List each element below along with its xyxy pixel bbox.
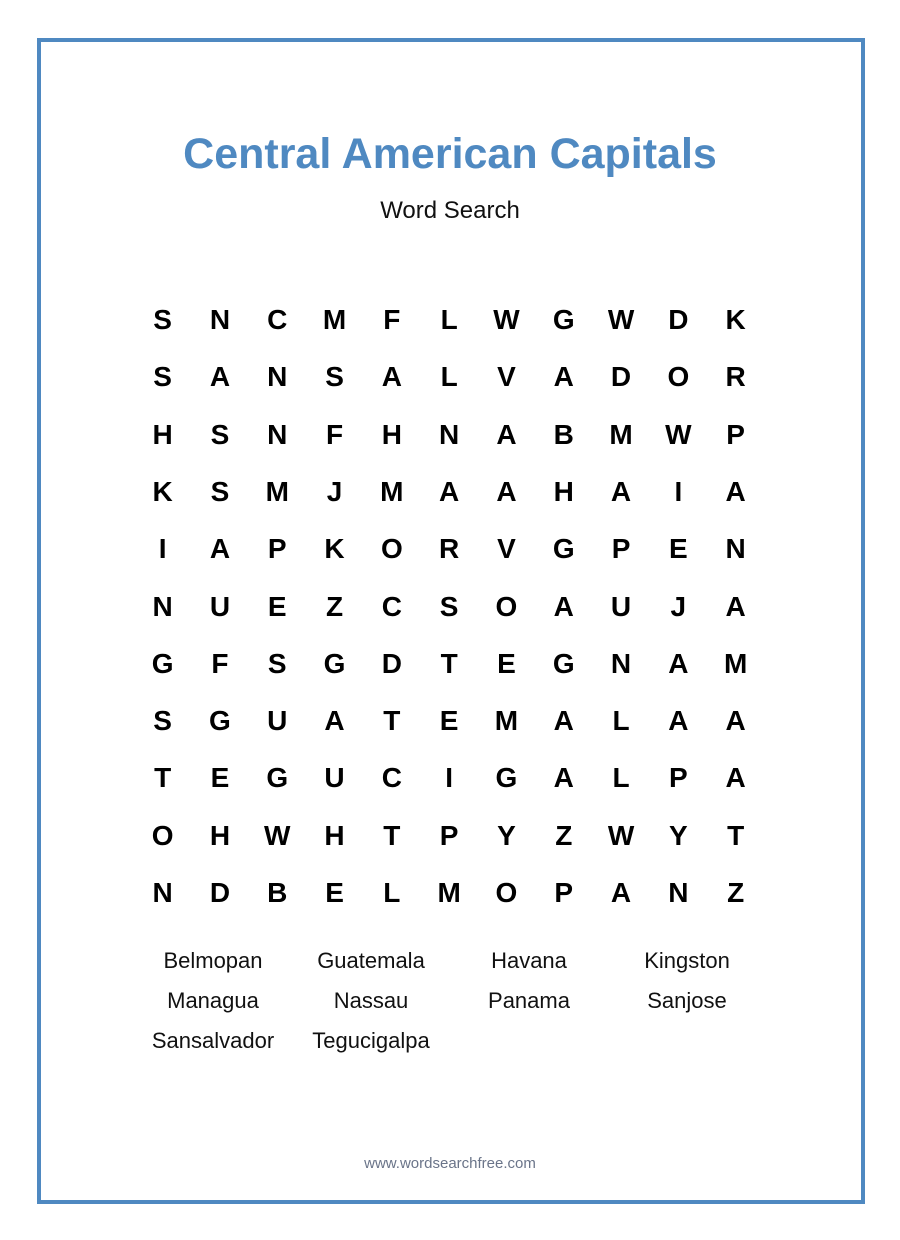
grid-cell[interactable]: P	[726, 418, 745, 450]
grid-cell[interactable]: Z	[555, 819, 573, 851]
grid-cell[interactable]: C	[381, 762, 402, 794]
grid-cell[interactable]: U	[209, 590, 231, 622]
grid-cell[interactable]: L	[440, 361, 458, 393]
grid-cell[interactable]: G	[209, 705, 231, 737]
grid-cell[interactable]: S	[210, 418, 230, 450]
grid-cell[interactable]: T	[383, 705, 401, 737]
grid-cell[interactable]: N	[152, 590, 173, 622]
grid-cell[interactable]: H	[209, 819, 231, 851]
grid-cell[interactable]: N	[725, 533, 746, 565]
grid-cell[interactable]: G	[552, 304, 575, 335]
grid-cell[interactable]: A	[553, 361, 574, 393]
grid-cell[interactable]: G	[495, 762, 518, 794]
grid-cell[interactable]: Y	[497, 819, 516, 851]
grid-cell[interactable]: N	[267, 418, 288, 450]
grid-cell[interactable]: P	[439, 819, 459, 851]
grid-cell[interactable]: O	[151, 819, 174, 851]
grid-cell[interactable]: P	[668, 762, 688, 794]
grid-cell[interactable]: G	[151, 647, 174, 679]
word-list-item: Tegucigalpa	[312, 1028, 430, 1053]
grid-cell[interactable]: U	[324, 762, 345, 794]
word-list-item: Sansalvador	[151, 1028, 275, 1053]
grid-cell[interactable]: K	[324, 533, 345, 565]
grid-cell[interactable]: M	[723, 647, 748, 679]
grid-cell[interactable]: W	[665, 418, 692, 450]
grid-cell[interactable]: G	[323, 647, 346, 679]
grid-cell[interactable]: A	[439, 475, 460, 507]
grid-cell[interactable]: P	[267, 533, 287, 565]
grid-cell[interactable]: U	[610, 590, 632, 622]
word-list-item: Nassau	[333, 988, 409, 1013]
grid-cell[interactable]: L	[612, 762, 630, 794]
word-list-item: Sanjose	[647, 988, 727, 1013]
grid-cell[interactable]: E	[325, 877, 344, 908]
grid-cell[interactable]: L	[440, 304, 458, 335]
word-list-item: Belmopan	[163, 948, 263, 973]
grid-cell[interactable]: I	[445, 762, 454, 794]
footer-url[interactable]: www.wordsearchfree.com	[364, 1155, 536, 1172]
grid-cell[interactable]: N	[668, 877, 689, 908]
page-title: Central American Capitals	[183, 130, 717, 178]
grid-cell[interactable]: N	[267, 361, 288, 393]
grid-cell[interactable]: A	[553, 762, 574, 794]
word-list-item: Kingston	[644, 948, 730, 973]
grid-cell[interactable]: T	[154, 762, 172, 794]
grid-cell[interactable]: J	[326, 475, 343, 507]
grid-cell[interactable]: K	[152, 475, 173, 507]
grid-cell[interactable]: A	[725, 705, 746, 737]
word-list-item: Panama	[488, 988, 570, 1013]
letter-grid	[134, 291, 764, 921]
grid-cell[interactable]: R	[725, 361, 746, 393]
grid-cell[interactable]: A	[725, 590, 746, 622]
grid-cell[interactable]: S	[325, 361, 344, 393]
word-list-item: Havana	[491, 948, 567, 973]
grid-cell[interactable]: M	[322, 304, 347, 335]
grid-cell[interactable]: A	[725, 475, 746, 507]
grid-cell[interactable]: M	[265, 475, 289, 507]
grid-cell[interactable]: G	[266, 762, 289, 794]
grid-cell[interactable]: E	[267, 590, 287, 622]
grid-cell[interactable]: W	[264, 819, 291, 851]
grid-cell[interactable]: A	[553, 705, 574, 737]
grid-cell[interactable]: B	[553, 418, 574, 450]
grid-cell[interactable]: J	[670, 590, 687, 622]
grid-cell[interactable]: V	[497, 533, 516, 565]
grid-cell[interactable]: A	[553, 590, 574, 622]
grid-cell[interactable]: O	[495, 590, 518, 622]
grid-cell[interactable]: W	[607, 304, 635, 335]
grid-cell[interactable]: C	[267, 304, 288, 335]
grid-cell[interactable]: D	[610, 361, 632, 393]
grid-cell[interactable]: A	[496, 475, 517, 507]
grid-cell[interactable]: H	[553, 475, 574, 507]
grid-cell[interactable]: A	[209, 361, 231, 393]
grid-cell[interactable]: H	[152, 418, 173, 450]
grid-cell[interactable]: A	[668, 705, 689, 737]
grid-cell[interactable]: N	[610, 647, 632, 679]
grid-cell[interactable]: A	[668, 647, 689, 679]
word-list-item: Managua	[167, 988, 259, 1013]
grid-cell[interactable]: F	[211, 647, 229, 679]
grid-cell[interactable]: O	[495, 877, 518, 908]
grid-cell[interactable]: L	[612, 705, 630, 737]
grid-cell[interactable]: G	[552, 533, 575, 565]
grid-cell[interactable]: L	[383, 877, 401, 908]
grid-cell[interactable]: A	[610, 475, 632, 507]
grid-cell[interactable]: N	[439, 418, 460, 450]
grid-cell[interactable]: A	[324, 705, 345, 737]
grid-cell[interactable]: D	[381, 647, 402, 679]
grid-cell[interactable]: S	[210, 475, 230, 507]
grid-cell[interactable]: G	[552, 647, 575, 679]
grid-cell[interactable]: M	[437, 877, 461, 908]
grid-cell[interactable]: U	[267, 705, 288, 737]
grid-cell[interactable]: S	[153, 304, 172, 335]
grid-cell[interactable]: D	[209, 877, 231, 908]
grid-cell[interactable]: D	[668, 304, 689, 335]
grid-cell[interactable]: E	[439, 705, 459, 737]
word-list-item: Guatemala	[317, 948, 425, 973]
grid-cell[interactable]: A	[209, 533, 231, 565]
grid-cell[interactable]: A	[381, 361, 402, 393]
grid-cell[interactable]: A	[725, 762, 746, 794]
grid-cell[interactable]: A	[496, 418, 517, 450]
grid-cell[interactable]: P	[611, 533, 631, 565]
grid-cell[interactable]: T	[440, 647, 458, 679]
grid-cell[interactable]: E	[668, 533, 688, 565]
grid-cell[interactable]: N	[209, 304, 231, 335]
grid-cell[interactable]: S	[439, 590, 459, 622]
grid-cell[interactable]: V	[497, 361, 516, 393]
grid-cell[interactable]: M	[380, 475, 404, 507]
grid-cell[interactable]: M	[494, 705, 519, 737]
grid-cell[interactable]: K	[725, 304, 746, 335]
grid-cell[interactable]: O	[380, 533, 403, 565]
grid-cell[interactable]: Z	[325, 590, 344, 622]
grid-cell[interactable]: B	[267, 877, 288, 908]
grid-cell[interactable]: S	[153, 361, 172, 393]
grid-cell[interactable]: C	[381, 590, 402, 622]
grid-cell[interactable]: Z	[727, 877, 745, 908]
page-subtitle: Word Search	[380, 197, 520, 224]
grid-cell[interactable]: T	[383, 819, 401, 851]
grid-cell[interactable]: S	[267, 647, 287, 679]
grid-cell[interactable]: H	[324, 819, 345, 851]
grid-cell[interactable]: F	[325, 418, 344, 450]
grid-cell[interactable]: P	[554, 877, 574, 908]
grid-cell[interactable]: Y	[668, 819, 688, 851]
grid-cell[interactable]: F	[383, 304, 401, 335]
grid-cell[interactable]: O	[667, 361, 690, 393]
grid-cell[interactable]: M	[609, 418, 633, 450]
grid-cell[interactable]: N	[152, 877, 173, 908]
grid-cell[interactable]: W	[493, 304, 520, 335]
grid-cell[interactable]: R	[439, 533, 460, 565]
grid-cell[interactable]: S	[153, 705, 172, 737]
grid-cell[interactable]: E	[210, 762, 230, 794]
grid-cell[interactable]: T	[727, 819, 745, 851]
grid-cell[interactable]: I	[674, 475, 683, 507]
grid-cell[interactable]: H	[381, 418, 402, 450]
grid-cell[interactable]: W	[607, 819, 635, 851]
grid-cell[interactable]: E	[497, 647, 516, 679]
grid-cell[interactable]: I	[158, 533, 167, 565]
grid-cell[interactable]: A	[610, 877, 632, 908]
